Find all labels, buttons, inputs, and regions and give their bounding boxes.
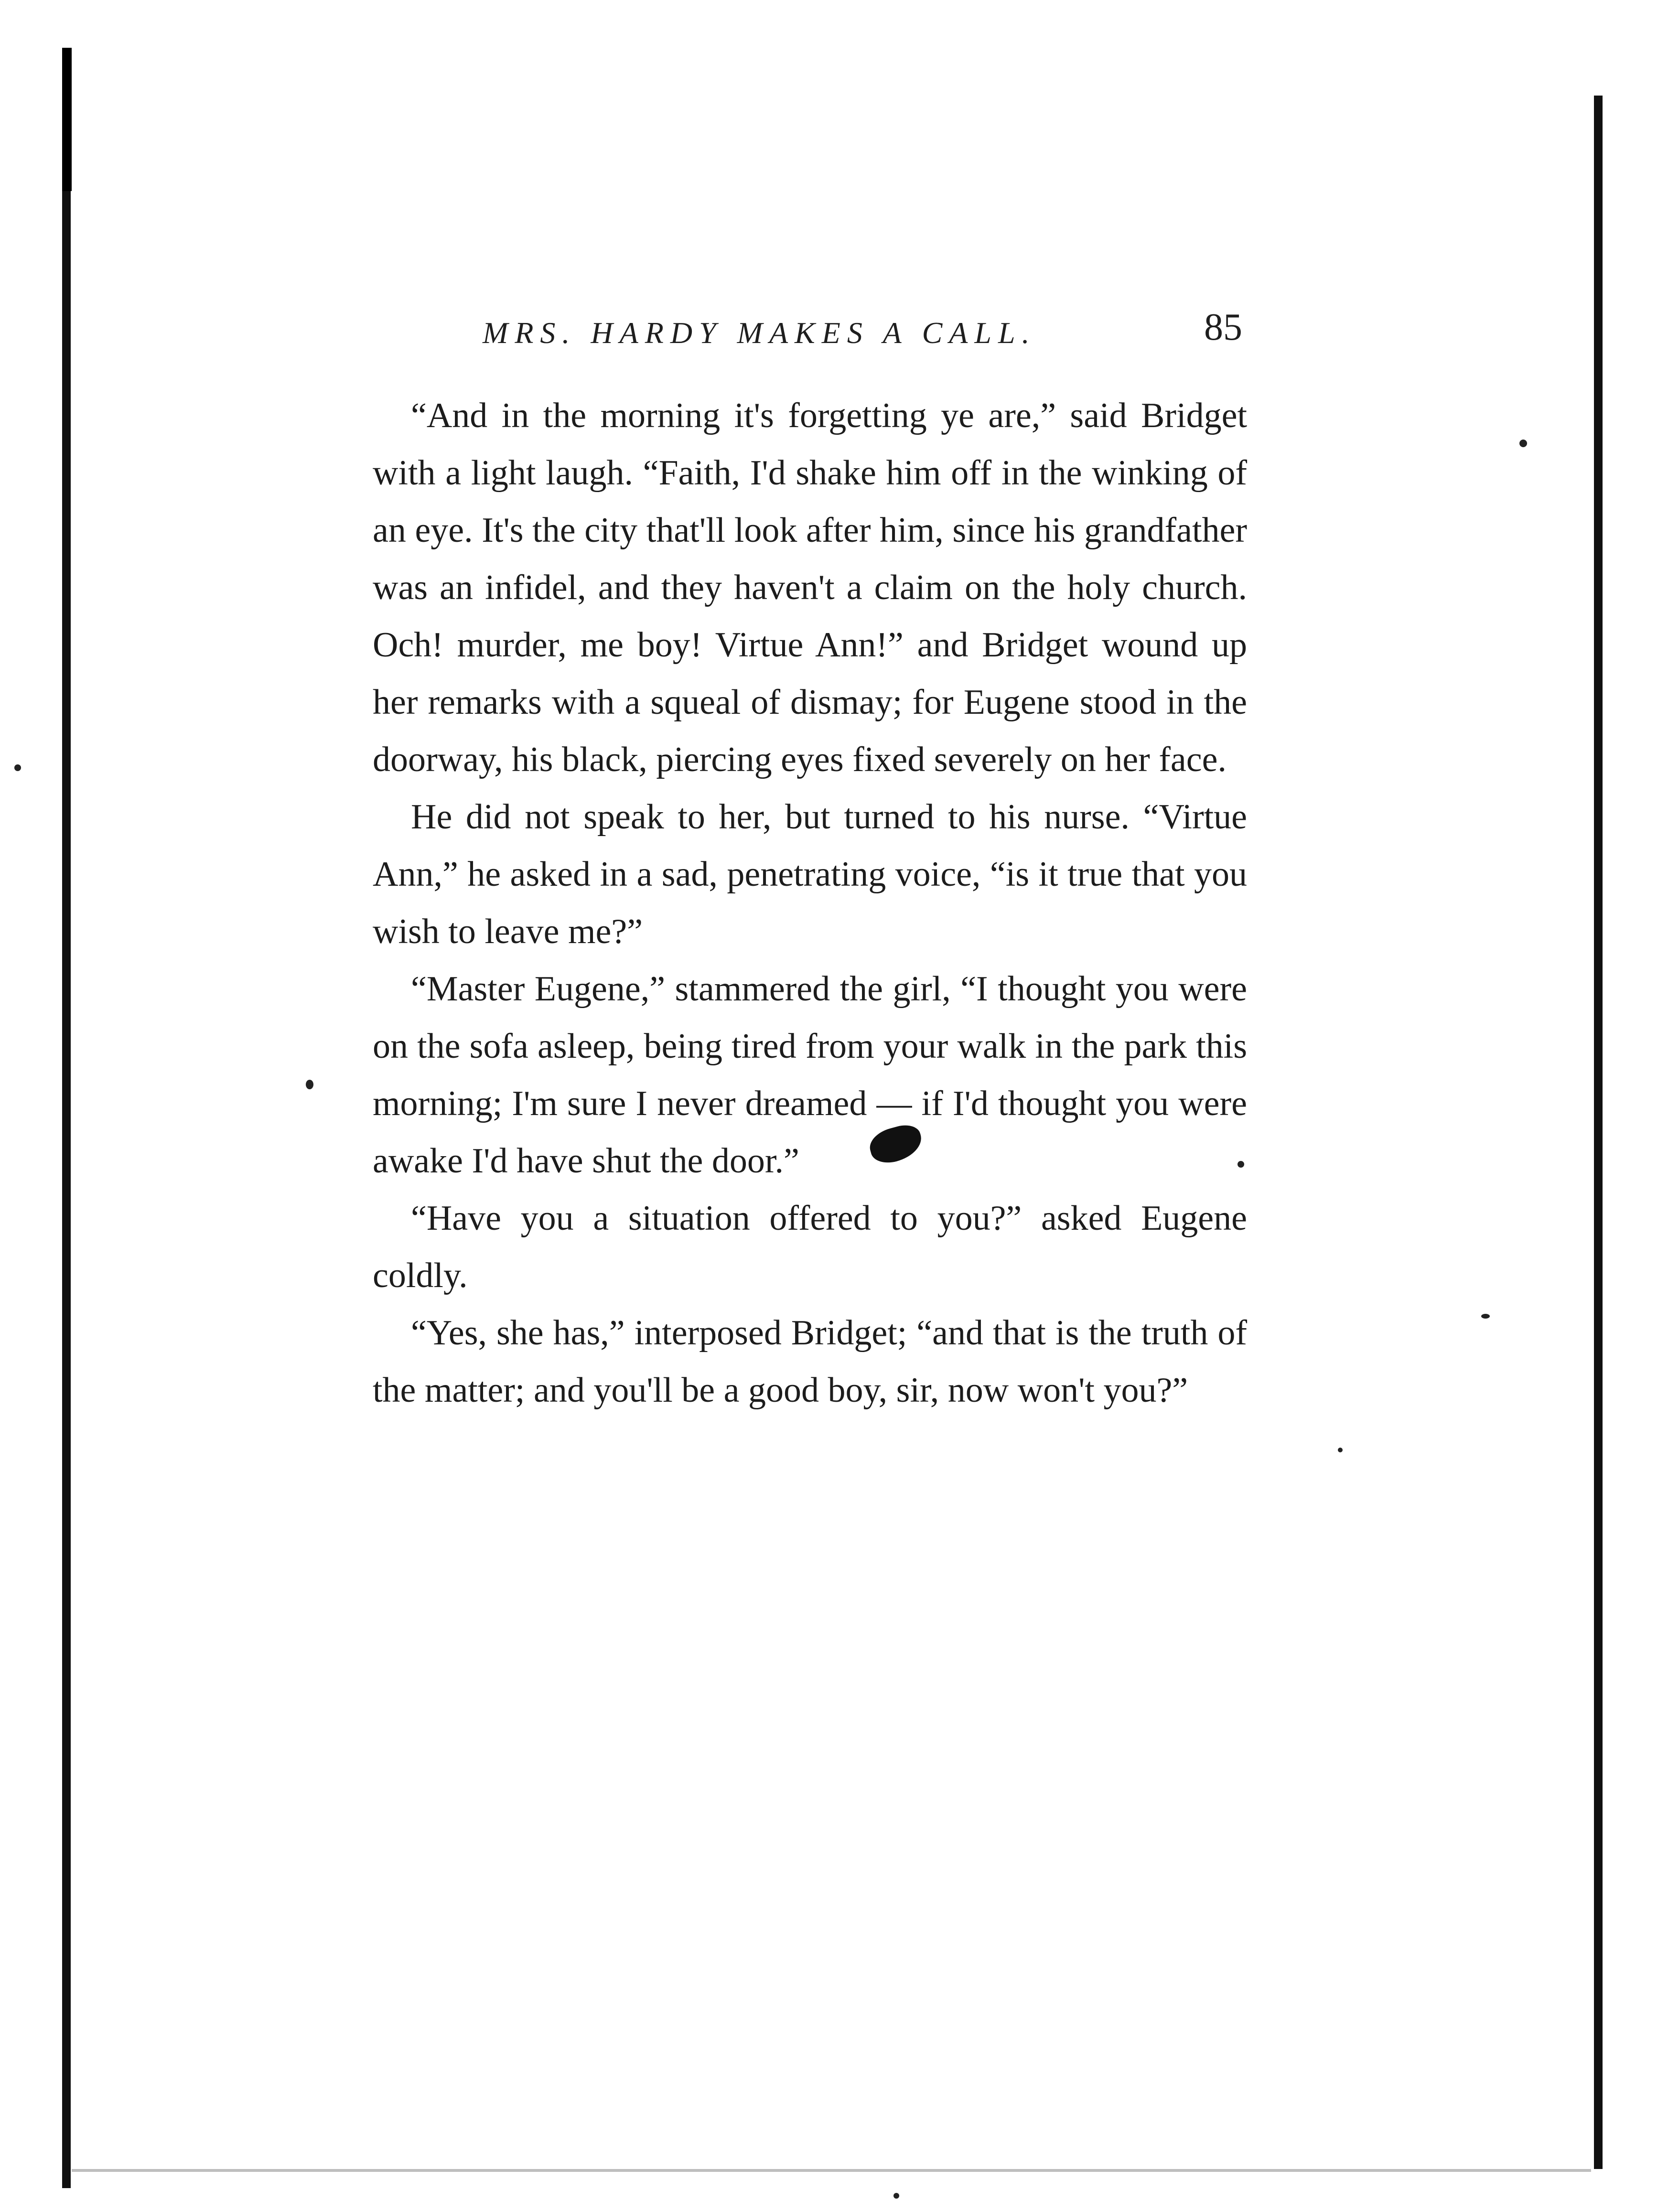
paragraph: “Yes, she has,” interposed Bridget; “and that is the truth of the matter; and you'll be a good boy, sir, now won't you?” (373, 1313, 1247, 1410)
scan-bottom-edge (72, 2169, 1591, 2172)
scan-speck (306, 1080, 313, 1089)
scan-edge-left (62, 48, 71, 2188)
page-number: 85 (1204, 306, 1242, 348)
scan-speck (1338, 1448, 1343, 1452)
scan-speck (14, 764, 21, 771)
body-text (373, 387, 1247, 1419)
scan-speck (1481, 1314, 1490, 1319)
scan-edge-right (1594, 96, 1603, 2169)
scan-speck (893, 2193, 899, 2199)
paragraph: “Master Eugene,” stammered the girl, “I thought you were on the sofa asleep, being tired from your walk in the park this morning; I'm sure I never dreamed — if I'd thought you were awake I'd have shut the door.” (373, 969, 1247, 1181)
paragraph: “Have you a situation offered to you?” asked Eugene coldly. (373, 1199, 1247, 1295)
scan-edge-left-dark (62, 48, 72, 191)
paragraph: “And in the morning it's forgetting ye are,” said Bridget with a light laugh. “Faith, I'd shake him off in the winking of an eye. It's the city that'll look after him, since his grandfather was an infidel, and they haven't a claim on the holy church. Och! murder, me boy! Virtue Ann!” and Bridget wound up her remarks with a squeal of dismay; for Eugene stood in the doorway, his black, piercing eyes fixed severely on her face. (373, 396, 1247, 779)
scan-speck (1519, 440, 1527, 447)
running-title: MRS. HARDY MAKES A CALL. (483, 316, 1036, 350)
paragraph: He did not speak to her, but turned to his nurse. “Virtue Ann,” he asked in a sad, penetrating voice, “is it true that you wish to leave me?” (373, 797, 1247, 951)
running-head (483, 306, 1242, 358)
